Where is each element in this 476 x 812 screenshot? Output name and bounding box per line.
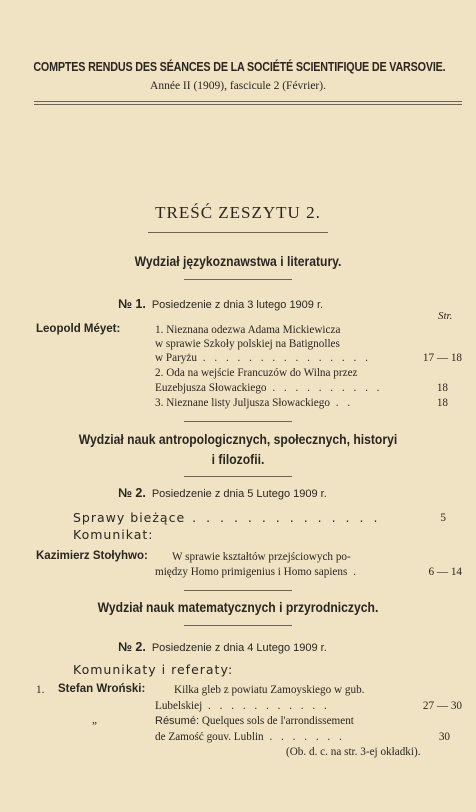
session-heading (118, 640, 327, 654)
section-title-linguistics: Wydział językoznawstwa i literatury. (134, 254, 342, 269)
session-number: № 2. (118, 640, 146, 654)
page-range: 18 (436, 382, 448, 394)
session-heading (118, 486, 327, 500)
section-title-anthropology-cont: i filozofii. (211, 452, 265, 467)
section-divider (184, 625, 292, 626)
reports-label: Komunikaty i referaty: (73, 662, 234, 677)
entry-title: Kilka gleb z powiatu Zamoyskiego w gub. (174, 684, 365, 696)
page-range: 6 — 14 (428, 566, 462, 578)
entry-title: Euzebjusza Słowackiego . . . . . . . . . . (155, 382, 383, 394)
contents-title: TREŚĆ ZESZYTU 2. (155, 203, 321, 222)
issue-line: Année II (1909), fascicule 2 (Février). (150, 80, 326, 92)
session-date: Posiedzenie z dnia 3 lutego 1909 r. (151, 299, 324, 311)
footnote: (Ob. d. c. na str. 3-ej okładki). (286, 746, 421, 758)
title-divider (148, 232, 328, 233)
session-number: № 2. (118, 486, 146, 500)
section-title-mathematics: Wydział nauk matematycznych i przyrodniczych. (97, 600, 379, 615)
entry-title: w Paryżu . . . . . . . . . . . . . . . (155, 352, 371, 364)
communique-label: Komunikat: (73, 527, 154, 542)
header-rule-bottom (34, 104, 462, 105)
entry-title: 1. Nieznana odezwa Adama Mickiewicza (155, 324, 341, 336)
session-heading (118, 297, 323, 311)
entry-title: W sprawie kształtów przejściowych po- (172, 551, 351, 563)
section-divider (184, 590, 292, 591)
page-range: 18 (436, 397, 448, 409)
ditto-mark: „ (92, 714, 97, 726)
author-name: Leopold Méyet: (36, 323, 121, 335)
page-range: 30 (438, 731, 450, 743)
session-date: Posiedzenie z dnia 5 Lutego 1909 r. (151, 488, 327, 500)
entry-title: 3. Nieznane listy Juljusza Słowackiego . . (155, 397, 354, 409)
entry-title: 2. Oda na wejście Francuzów do Wilna przez (155, 367, 358, 379)
entry-title: w sprawie Szkoły polskiej na Batignolles (155, 338, 340, 350)
page-column-label: Str. (438, 310, 453, 322)
item-number: 1. (36, 684, 45, 696)
page-range: 5 (440, 512, 446, 524)
header-rule-top (34, 101, 462, 102)
page-range: 27 — 30 (422, 700, 462, 712)
section-divider (184, 421, 292, 422)
journal-title: COMPTES RENDUS DES SÉANCES DE LA SOCIÉTÉ SCIENTIFIQUE DE VARSOVIE. (33, 60, 446, 74)
section-divider (184, 279, 292, 280)
current-affairs: Sprawy bieżące . . . . . . . . . . . . . . (73, 510, 381, 525)
entry-title: między Homo primigenius i Homo sapiens . (155, 566, 359, 578)
session-date: Posiedzenie z dnia 4 Lutego 1909 r. (151, 642, 327, 654)
section-divider (184, 476, 292, 477)
page-range: 17 — 18 (422, 352, 462, 364)
entry-title: Lubelskiej . . . . . . . . . . . (155, 700, 330, 712)
resume-entry: Résumé: Quelques sols de l'arrondissement (155, 715, 354, 727)
section-title-anthropology: Wydział nauk antropologicznych, społecznych, historyi (78, 432, 398, 447)
author-name: Kazimierz Stołyhwo: (36, 550, 148, 562)
author-name: Stefan Wroński: (58, 683, 146, 695)
resume-entry: de Zamość gouv. Lublin . . . . . . . (155, 731, 345, 743)
session-number: № 1. (118, 297, 146, 311)
